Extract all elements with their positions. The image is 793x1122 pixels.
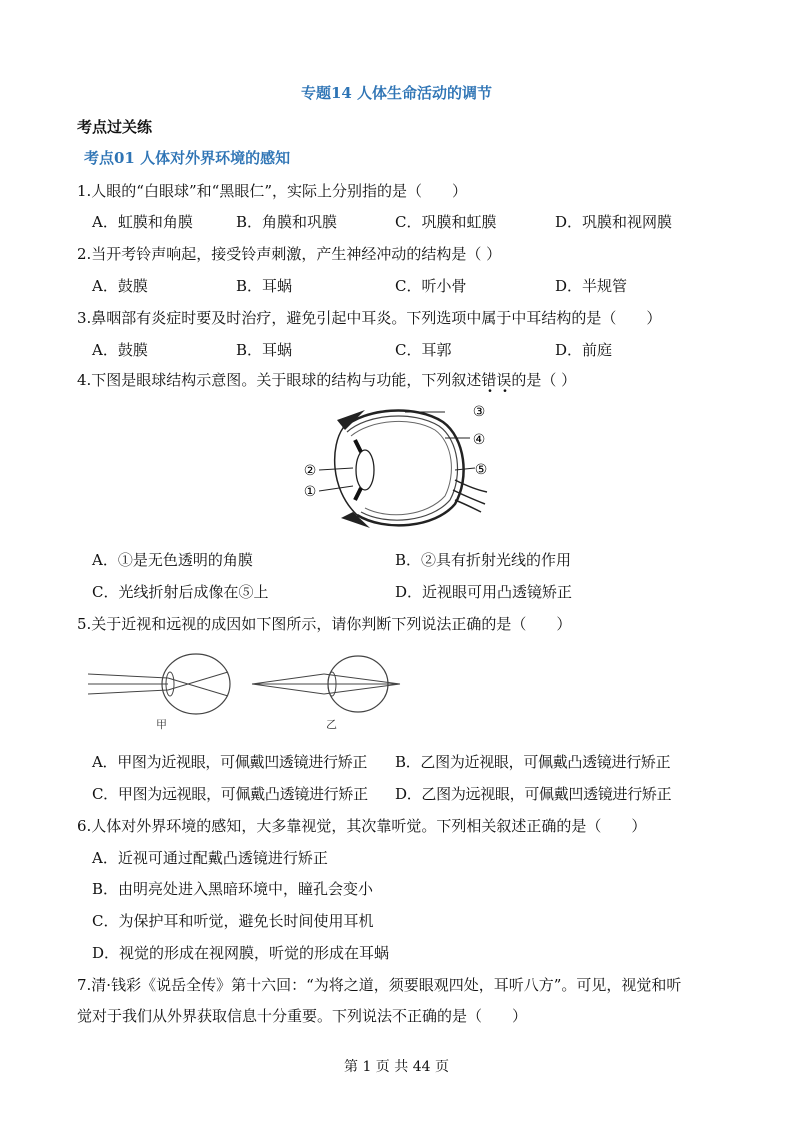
page-title: 专题14 人体生命活动的调节 (300, 84, 493, 102)
question-5-option-b: B．乙图为近视眼，可佩戴凸透镜进行矫正 (395, 753, 671, 771)
label-jia: 甲 (156, 718, 167, 731)
page-footer: 第 1 页 共 44 页 (344, 1059, 449, 1075)
question-3-option-a: A．鼓膜 (92, 341, 148, 359)
diagram-yi (252, 656, 400, 731)
question-1-stem: 1.人眼的“白眼球”和“黑眼仁”，实际上分别指的是（ ） (77, 182, 467, 200)
question-4-stem-text: 4.下图是眼球结构示意图。关于眼球的结构与功能，下列叙述 (77, 371, 482, 389)
question-5-option-d: D．乙图为远视眼，可佩戴凹透镜进行矫正 (395, 785, 672, 803)
topic-heading: 考点01 人体对外界环境的感知 (84, 149, 291, 167)
question-2-option-a: A．鼓膜 (92, 277, 148, 295)
question-1-option-b: B．角膜和巩膜 (236, 213, 338, 231)
question-4-option-d: D．近视眼可用凸透镜矫正 (395, 583, 573, 601)
label-yi: 乙 (326, 718, 337, 731)
label-4: ④ (472, 432, 486, 448)
diagram-jia (88, 654, 230, 731)
question-3-option-b: B．耳蜗 (236, 341, 293, 359)
question-2-stem: 2.当开考铃声响起，接受铃声刺激，产生神经冲动的结构是（ ） (77, 245, 502, 263)
question-2-option-b: B．耳蜗 (236, 277, 293, 295)
question-6-option-a: A．近视可通过配戴凸透镜进行矫正 (92, 849, 328, 867)
question-4-stem-end: 的是（ ） (511, 371, 577, 389)
question-3-option-d: D．前庭 (555, 341, 613, 359)
label-5: ⑤ (474, 462, 488, 478)
eyeball-diagram (295, 400, 495, 535)
section-heading: 考点过关练 (77, 118, 153, 136)
question-6-option-d: D．视觉的形成在视网膜，听觉的形成在耳蜗 (92, 944, 390, 962)
question-1-option-a: A．虹膜和角膜 (92, 213, 193, 231)
label-2: ② (303, 463, 317, 479)
question-2-option-c: C．听小骨 (395, 277, 467, 295)
question-5-stem: 5.关于近视和远视的成因如下图所示，请你判断下列说法正确的是（ ） (77, 615, 572, 633)
question-6-option-b: B．由明亮处进入黑暗环境中，瞳孔会变小 (92, 880, 374, 898)
question-1-option-c: C．巩膜和虹膜 (395, 213, 497, 231)
question-4-option-b: B．②具有折射光线的作用 (395, 551, 572, 569)
question-4-emphasis-1: 错 (481, 371, 497, 389)
question-4-emphasis-2: 误 (496, 371, 512, 389)
question-4-option-c: C．光线折射后成像在⑤上 (92, 583, 269, 601)
question-3-option-c: C．耳郭 (395, 341, 452, 359)
label-3: ③ (472, 404, 486, 420)
question-5-option-a: A．甲图为近视眼，可佩戴凹透镜进行矫正 (92, 753, 368, 771)
question-7-stem-line-1: 7.清·钱彩《说岳全传》第十六回：“为将之道，须要眼观四处，耳听八方”。可见，视觉和听 (77, 976, 682, 994)
question-4-stem (77, 369, 576, 390)
label-1: ① (303, 484, 317, 500)
question-1-option-d: D．巩膜和视网膜 (555, 213, 673, 231)
question-5-option-c: C．甲图为远视眼，可佩戴凸透镜进行矫正 (92, 785, 368, 803)
question-6-stem: 6.人体对外界环境的感知，大多靠视觉，其次靠听觉。下列相关叙述正确的是（ ） (77, 817, 647, 835)
question-3-stem: 3.鼻咽部有炎症时要及时治疗，避免引起中耳炎。下列选项中属于中耳结构的是（ ） (77, 309, 662, 327)
question-2-option-d: D．半规管 (555, 277, 628, 295)
question-6-option-c: C．为保护耳和听觉，避免长时间使用耳机 (92, 912, 374, 930)
vision-defect-diagram (88, 650, 408, 732)
question-7-stem-line-2: 觉对于我们从外界获取信息十分重要。下列说法不正确的是（ ） (77, 1007, 528, 1025)
question-4-option-a: A．①是无色透明的角膜 (92, 551, 253, 569)
